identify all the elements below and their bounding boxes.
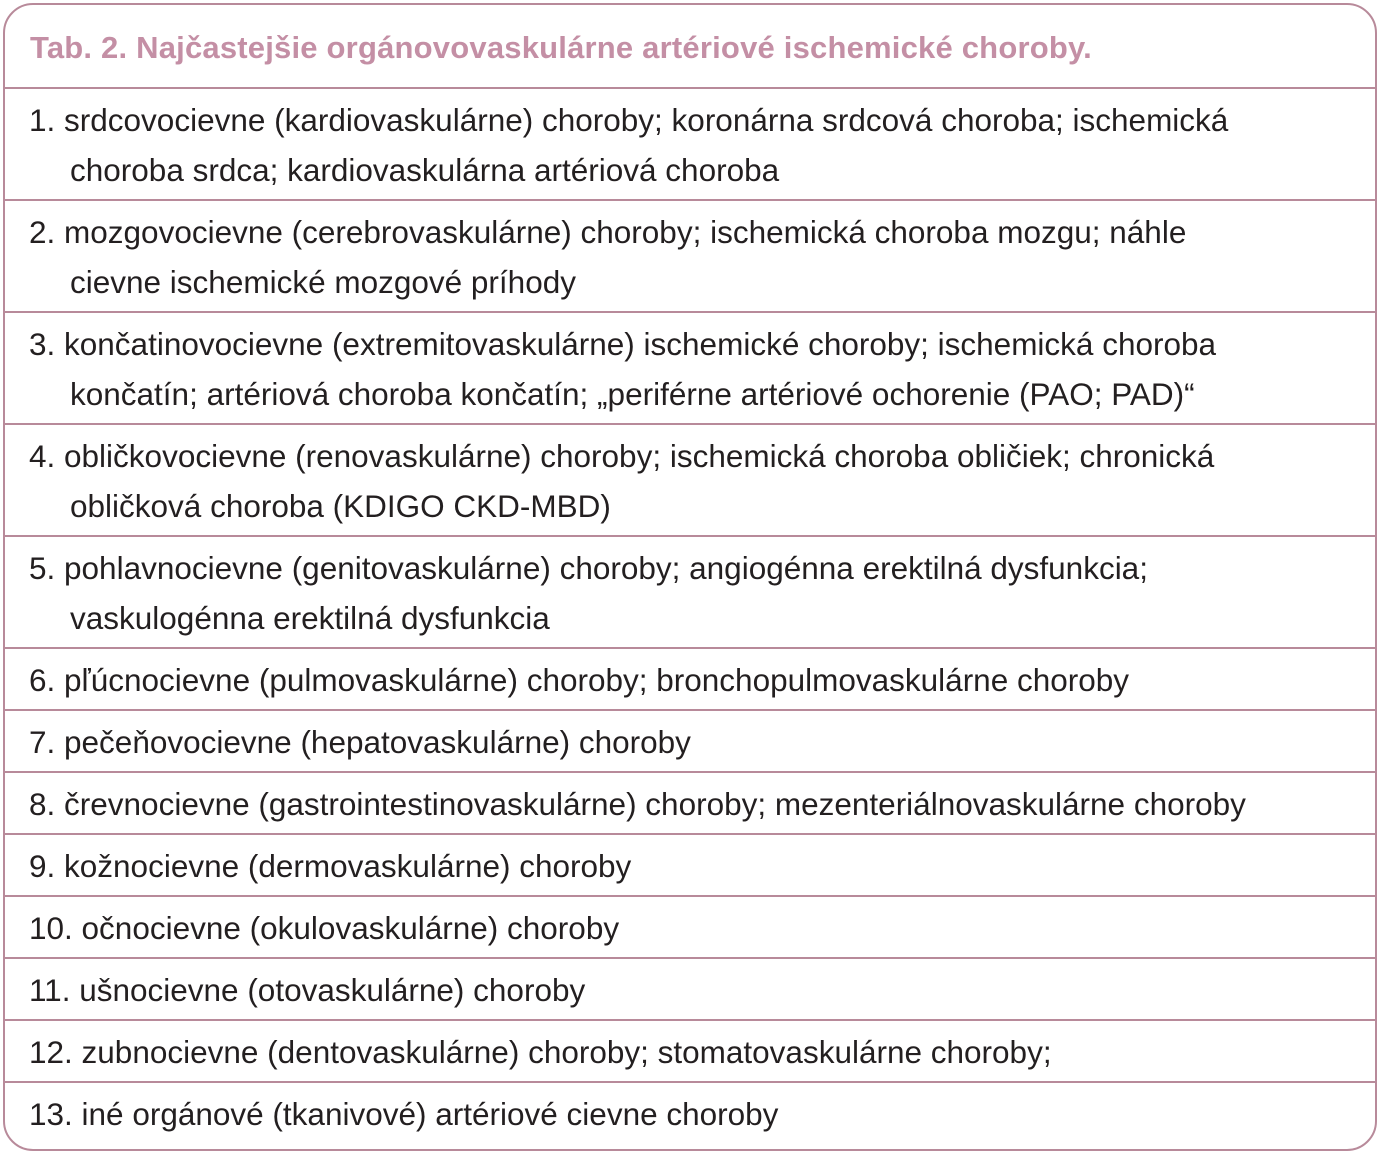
table-row [5, 89, 1375, 201]
table-row [5, 835, 1375, 897]
row-text-line: 13. iné orgánové (tkanivové) artériové cievne choroby [29, 1096, 779, 1132]
row-text-line: 12. zubnocievne (dentovaskulárne) choroby; stomatovaskulárne choroby; [29, 1034, 1052, 1070]
row-text-line: vaskulogénna erektilná dysfunkcia [70, 600, 550, 636]
row-text-line: 5. pohlavnocievne (genitovaskulárne) choroby; angiogénna erektilná dysfunkcia; [29, 550, 1148, 586]
table-row [5, 959, 1375, 1021]
table-row [5, 897, 1375, 959]
row-text-line: 11. ušnocievne (otovaskulárne) choroby [29, 972, 586, 1008]
table-row [5, 201, 1375, 313]
row-text-line: končatín; artériová choroba končatín; „periférne artériové ochorenie (PAO; PAD)“ [70, 376, 1195, 412]
table-row [5, 773, 1375, 835]
row-text-line: 7. pečeňovocievne (hepatovaskulárne) choroby [29, 724, 691, 760]
table-title: Tab. 2. Najčastejšie orgánovovaskulárne artériové ischemické choroby. [5, 5, 1375, 89]
row-text-line: obličková choroba (KDIGO CKD-MBD) [70, 488, 611, 524]
row-text-line: 10. očnocievne (okulovaskulárne) choroby [29, 910, 620, 946]
table-row [5, 537, 1375, 649]
row-text-line: choroba srdca; kardiovaskulárna artériová choroba [70, 152, 780, 188]
row-text-line: 6. pľúcnocievne (pulmovaskulárne) choroby; bronchopulmovaskulárne choroby [29, 662, 1130, 698]
row-text-line: 2. mozgovocievne (cerebrovaskulárne) choroby; ischemická choroba mozgu; náhle [29, 214, 1187, 250]
row-text-line: 3. končatinovocievne (extremitovaskulárne) ischemické choroby; ischemická choroba [29, 326, 1217, 362]
table-row [5, 649, 1375, 711]
row-text-line: 1. srdcovocievne (kardiovaskulárne) choroby; koronárna srdcová choroba; ischemická [29, 102, 1229, 138]
table-row [5, 313, 1375, 425]
row-text-line: 9. kožnocievne (dermovaskulárne) choroby [29, 848, 632, 884]
table-row [5, 425, 1375, 537]
table-row [5, 1021, 1375, 1083]
row-text-line: cievne ischemické mozgové príhody [70, 264, 576, 300]
row-text-line: 8. črevnocievne (gastrointestinovaskulárne) choroby; mezenteriálnovaskulárne choroby [29, 786, 1246, 822]
row-text-line: 4. obličkovocievne (renovaskulárne) choroby; ischemická choroba obličiek; chronická [29, 438, 1215, 474]
table-row [5, 711, 1375, 773]
disease-table [3, 3, 1377, 1151]
table-row [5, 1083, 1375, 1145]
